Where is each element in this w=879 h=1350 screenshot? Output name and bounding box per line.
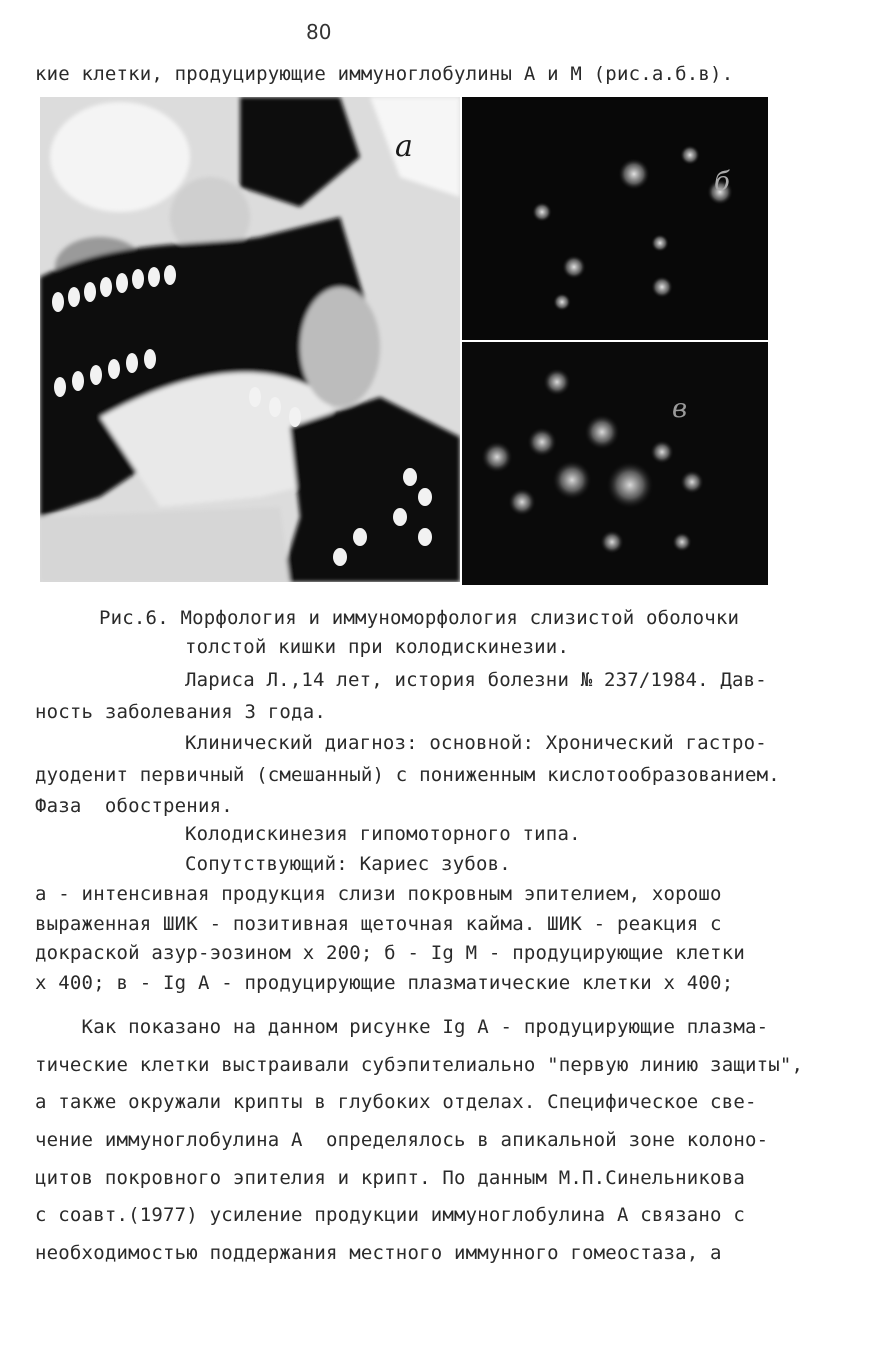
caption-line: дуоденит первичный (смешанный) с пониженным кислотообразованием.: [35, 764, 780, 786]
caption-line: Колодискинезия гипомоторного типа.: [185, 823, 581, 845]
body-line: с соавт.(1977) усиление продукции иммуноглобулина А связано с: [35, 1204, 745, 1226]
caption-line: Фаза обострения.: [35, 795, 233, 817]
caption-line: Клинический диагноз: основной: Хронический гастро-: [185, 732, 767, 754]
body-line: чение иммуноглобулина А определялось в апикальной зоне колоно-: [35, 1129, 769, 1151]
panel-b-label: б: [714, 167, 730, 197]
caption-line: а - интенсивная продукция слизи покровным эпителием, хорошо: [35, 883, 722, 905]
intro-line: кие клетки, продуцирующие иммуноглобулины А и М (рис.а.б.в).: [35, 63, 734, 85]
panel-a-label: а: [395, 129, 413, 164]
body-line: тические клетки выстраивали субэпителиально "первую линию защиты",: [35, 1054, 804, 1076]
body-line: Как показано на данном рисунке Ig А - продуцирующие плазма-: [35, 1016, 769, 1038]
micrograph-c: [462, 342, 768, 585]
body-line: а также окружали крипты в глубоких отделах. Специфическое све-: [35, 1091, 757, 1113]
caption-line: докраской азур-эозином х 200; б - Ig М - продуцирующие клетки: [35, 942, 745, 964]
micrograph-a: [40, 97, 460, 582]
caption-line: выраженная ШИК - позитивная щеточная кайма. ШИК - реакция с: [35, 913, 722, 935]
caption-line: ность заболевания 3 года.: [35, 701, 326, 723]
caption-line: х 400; в - Ig А - продуцирующие плазматические клетки х 400;: [35, 972, 734, 994]
caption-line: Лариса Л.,14 лет, история болезни № 237/1984. Дав-: [185, 669, 767, 691]
page-number: 80: [306, 20, 332, 44]
panel-c-label: в: [672, 394, 688, 424]
body-line: необходимостью поддержания местного иммунного гомеостаза, а: [35, 1242, 722, 1264]
body-line: цитов покровного эпителия и крипт. По данным М.П.Синельникова: [35, 1167, 745, 1189]
caption-line: Сопутствующий: Кариес зубов.: [185, 853, 511, 875]
caption-line: толстой кишки при колодискинезии.: [185, 636, 570, 658]
caption-line: Рис.6. Морфология и иммуноморфология слизистой оболочки: [99, 607, 740, 629]
micrograph-b: [462, 97, 768, 340]
